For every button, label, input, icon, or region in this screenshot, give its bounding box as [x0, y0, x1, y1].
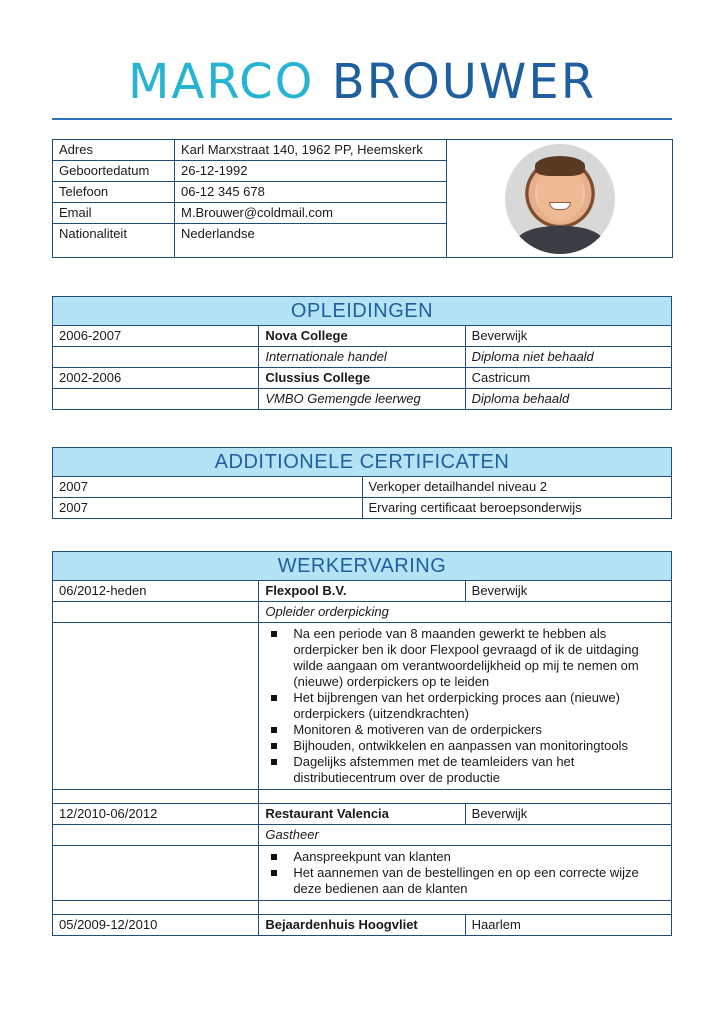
work-place: Haarlem [465, 915, 671, 936]
education-school: Nova College [259, 326, 465, 347]
work-empty-cell [53, 825, 259, 846]
education-period: 2006-2007 [53, 326, 259, 347]
certificate-year: 2007 [53, 498, 363, 519]
nationality-label: Nationaliteit [53, 224, 175, 258]
work-empty-cell [53, 623, 259, 790]
work-row [53, 804, 672, 825]
work-place: Beverwijk [465, 581, 671, 602]
certificate-row [53, 477, 672, 498]
duty-item: Na een periode van 8 maanden gewerkt te hebben als orderpicker ben ik door Flexpool gevraagd of ik de uitdaging wilde aangaan om verantwoordelijkheid op mij te nemen om (nieuwe) orderpickers op te leiden [265, 626, 665, 690]
personal-info-table [52, 139, 673, 258]
personal-row-address [53, 140, 673, 161]
education-place: Beverwijk [465, 326, 671, 347]
work-company: Restaurant Valencia [259, 804, 465, 825]
certificate-name: Verkoper detailhandel niveau 2 [362, 477, 672, 498]
certificates-title: ADDITIONELE CERTIFICATEN [53, 448, 672, 477]
work-row [53, 602, 672, 623]
duties-list [265, 626, 665, 786]
duty-item: Dagelijks afstemmen met de teamleiders van het distributiecentrum over de productie [265, 754, 665, 786]
education-row [53, 368, 672, 389]
duties-list [265, 849, 665, 897]
duty-item: Bijhouden, ontwikkelen en aanpassen van monitoringtools [265, 738, 665, 754]
work-spacer-row [53, 790, 672, 804]
nationality-value: Nederlandse [175, 224, 447, 258]
birthdate-label: Geboortedatum [53, 161, 175, 182]
work-duties [259, 623, 672, 790]
work-title: WERKERVARING [53, 552, 672, 581]
work-company: Flexpool B.V. [259, 581, 465, 602]
email-value: M.Brouwer@coldmail.com [175, 203, 447, 224]
work-role: Gastheer [259, 825, 672, 846]
work-row [53, 623, 672, 790]
last-name: BROUWER [331, 54, 597, 110]
education-result: Diploma behaald [465, 389, 671, 410]
work-empty-cell [53, 602, 259, 623]
work-empty-cell [53, 846, 259, 901]
education-place: Castricum [465, 368, 671, 389]
profile-photo [505, 144, 615, 254]
education-study: Internationale handel [259, 347, 465, 368]
certificate-name: Ervaring certificaat beroepsonderwijs [362, 498, 672, 519]
address-label: Adres [53, 140, 175, 161]
duty-item: Aanspreekpunt van klanten [265, 849, 665, 865]
photo-smile-shape [549, 202, 571, 210]
education-table [52, 296, 672, 410]
cv-name-heading [0, 52, 724, 112]
work-row [53, 846, 672, 901]
photo-cell [447, 140, 673, 258]
certificate-row [53, 498, 672, 519]
certificate-year: 2007 [53, 477, 363, 498]
duty-item: Monitoren & motiveren van de orderpickers [265, 722, 665, 738]
work-place: Beverwijk [465, 804, 671, 825]
photo-hair-shape [535, 156, 585, 176]
phone-value: 06-12 345 678 [175, 182, 447, 203]
work-period: 12/2010-06/2012 [53, 804, 259, 825]
work-company: Bejaardenhuis Hoogvliet [259, 915, 465, 936]
work-row [53, 581, 672, 602]
education-title: OPLEIDINGEN [53, 297, 672, 326]
email-label: Email [53, 203, 175, 224]
duty-item: Het aannemen van de bestellingen en op een correcte wijze deze bedienen aan de klanten [265, 865, 665, 897]
education-study: VMBO Gemengde leerweg [259, 389, 465, 410]
education-period: 2002-2006 [53, 368, 259, 389]
duty-item: Het bijbrengen van het orderpicking proces aan (nieuwe) orderpickers (uitzendkrachten) [265, 690, 665, 722]
birthdate-value: 26-12-1992 [175, 161, 447, 182]
certificates-table [52, 447, 672, 519]
work-period: 05/2009-12/2010 [53, 915, 259, 936]
work-duties [259, 846, 672, 901]
education-result: Diploma niet behaald [465, 347, 671, 368]
header-divider [52, 118, 672, 120]
spacer-cell [259, 790, 672, 804]
work-role: Opleider orderpicking [259, 602, 672, 623]
first-name: MARCO [127, 54, 315, 110]
address-value: Karl Marxstraat 140, 1962 PP, Heemskerk [175, 140, 447, 161]
spacer-cell [53, 790, 259, 804]
work-experience-table [52, 551, 672, 936]
photo-shirt-shape [515, 226, 605, 254]
phone-label: Telefoon [53, 182, 175, 203]
education-row [53, 347, 672, 368]
spacer-cell [53, 901, 259, 915]
education-row [53, 389, 672, 410]
work-spacer-row [53, 901, 672, 915]
education-empty-cell [53, 347, 259, 368]
work-row [53, 915, 672, 936]
work-row [53, 825, 672, 846]
spacer-cell [259, 901, 672, 915]
education-empty-cell [53, 389, 259, 410]
education-school: Clussius College [259, 368, 465, 389]
work-period: 06/2012-heden [53, 581, 259, 602]
education-row [53, 326, 672, 347]
